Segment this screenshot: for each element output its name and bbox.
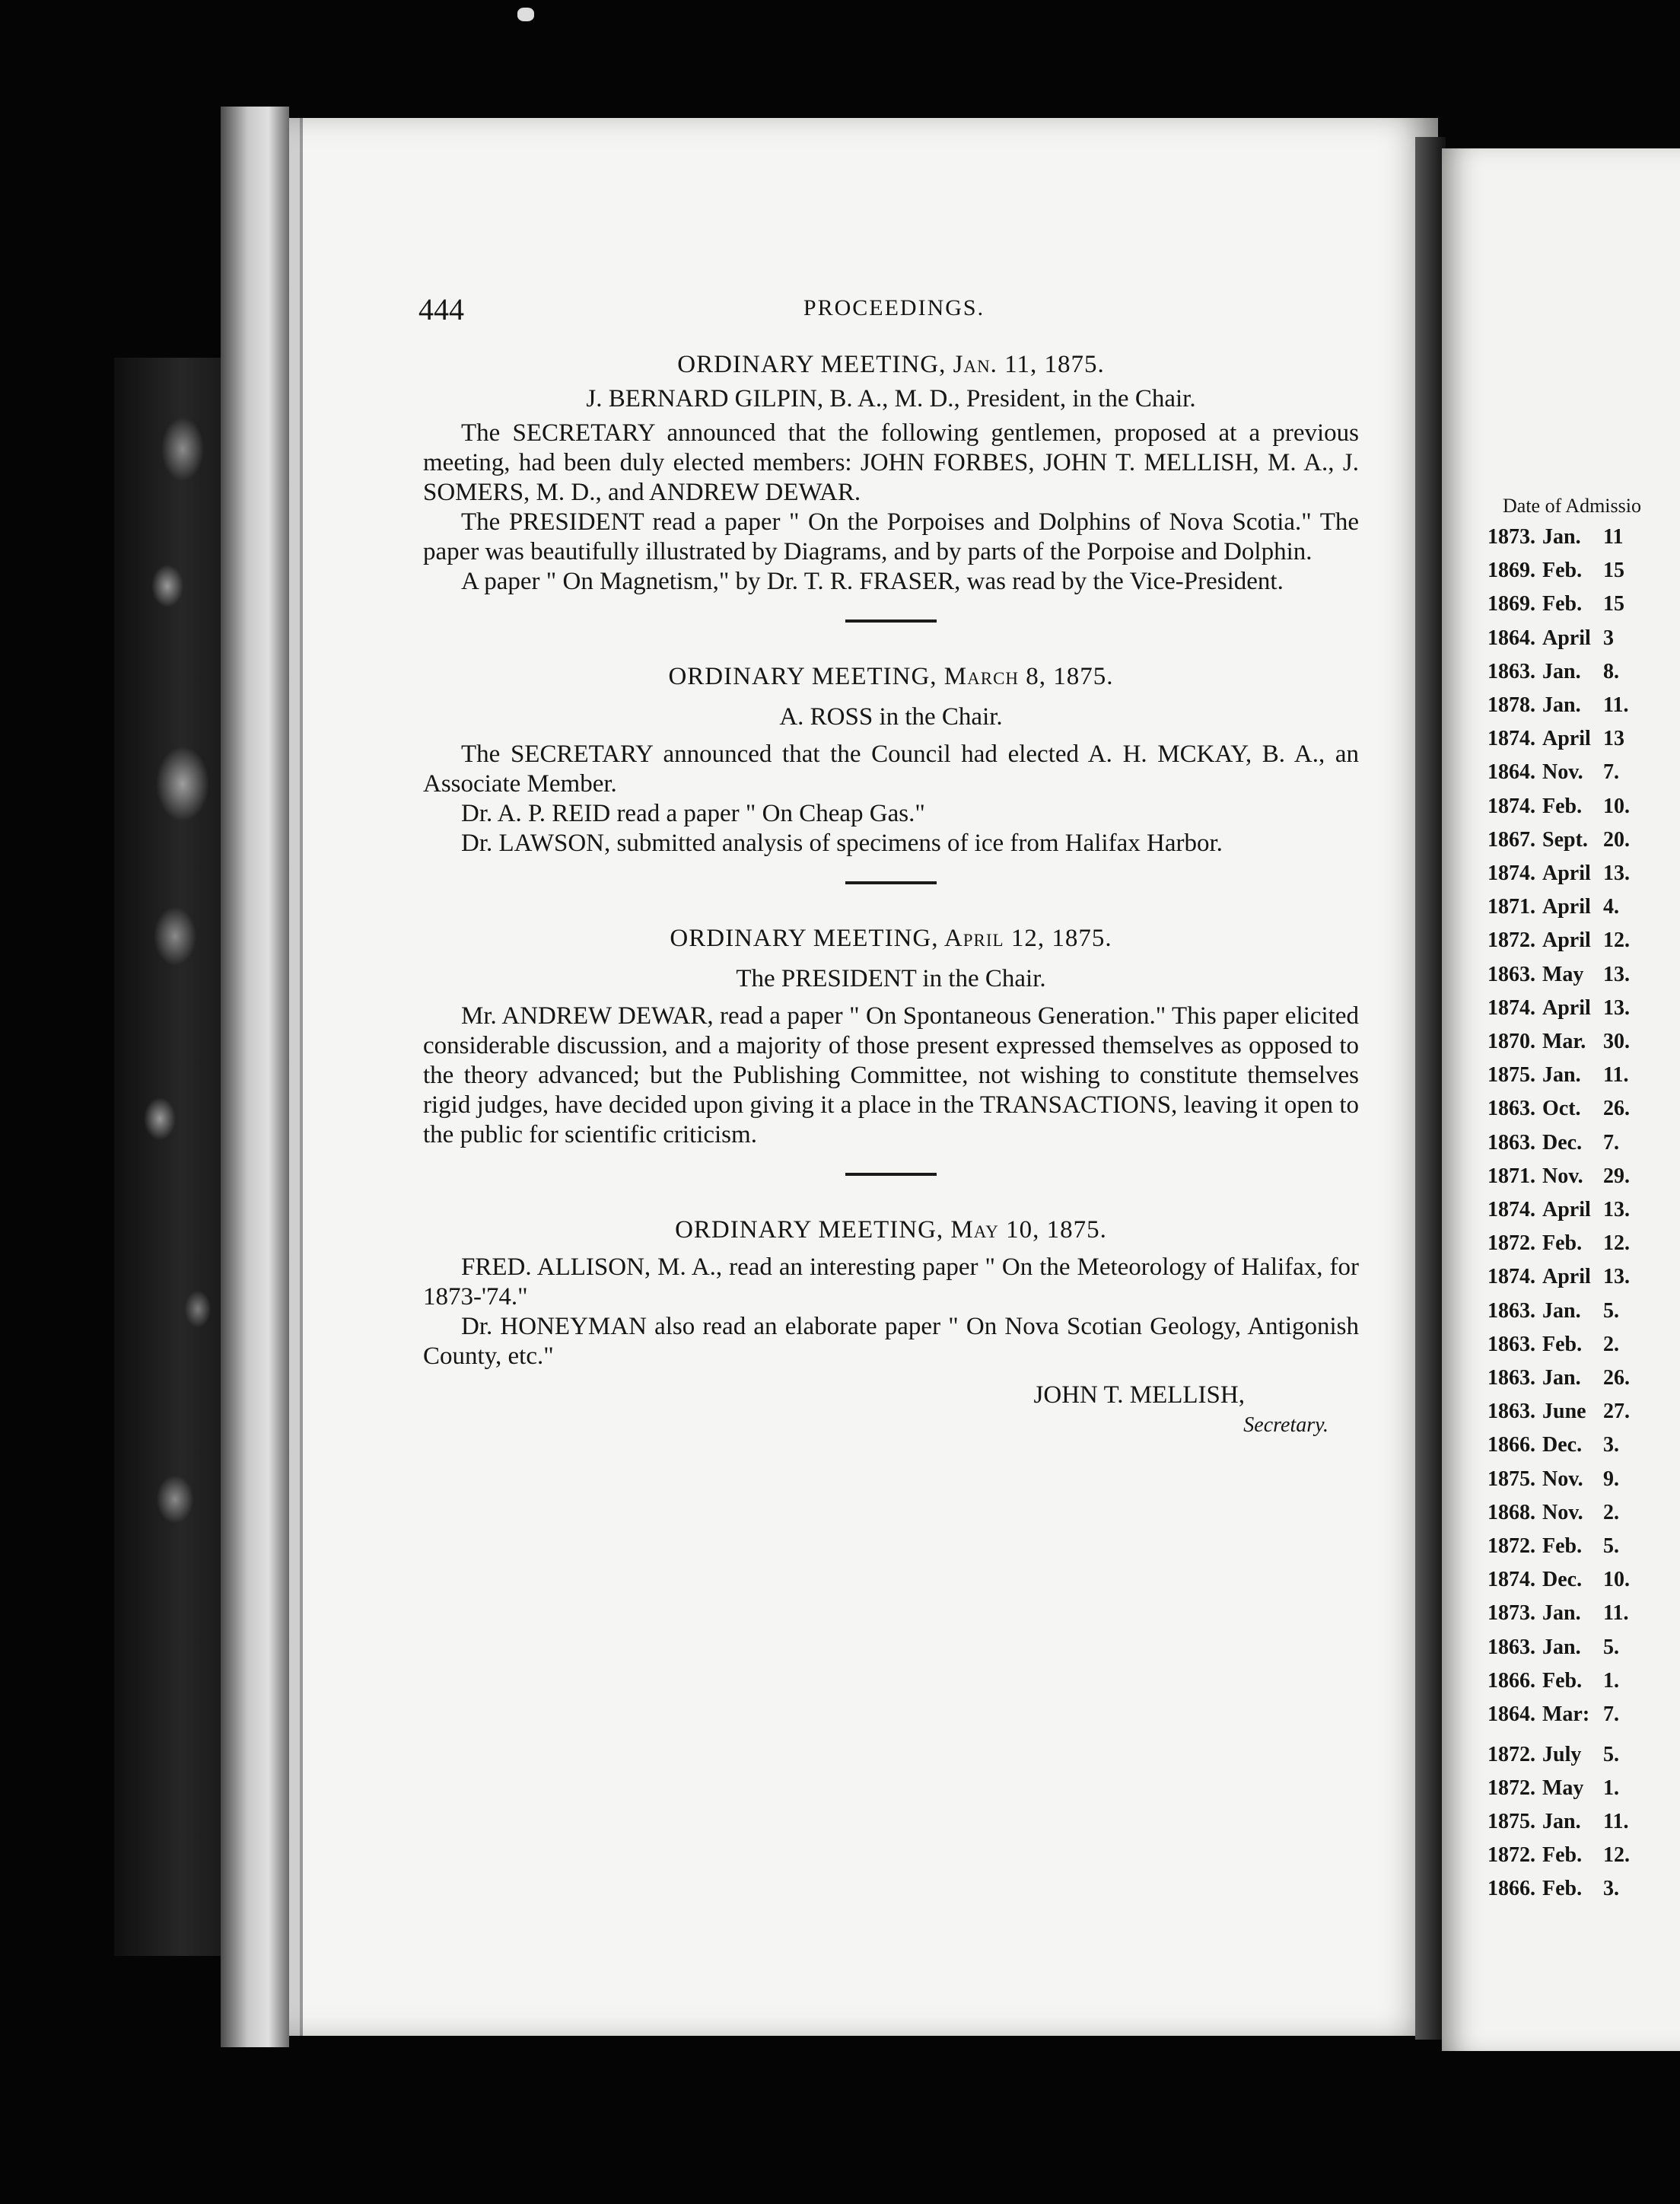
register-year: 1871.	[1488, 1164, 1535, 1188]
register-row	[1488, 1097, 1630, 1121]
register-day: 5.	[1603, 1534, 1619, 1558]
register-month: April	[1542, 862, 1591, 885]
register-day: 12.	[1603, 1231, 1630, 1256]
paragraph: Mr. ANDREW DEWAR, read a paper " On Spontaneous Generation." This paper elicited considerable discussion, and a majority of those present expressed themselves as opposed to the theory advanced; but the Publishing Committee, not wishing to constitute themselves rigid judges, have decided upon giving it a place in the TRANSACTIONS, leaving it open to the public for scientific criticism.	[423, 1002, 1359, 1148]
register-day: 13.	[1603, 1198, 1630, 1221]
register-month: April	[1542, 895, 1591, 919]
register-row	[1488, 1063, 1628, 1088]
register-month: Feb.	[1542, 1332, 1583, 1356]
meeting-heading	[423, 350, 1359, 380]
register-day: 3	[1603, 626, 1614, 650]
register-day: 26.	[1603, 1366, 1630, 1390]
register-day: 11.	[1603, 1810, 1629, 1833]
register-day: 10.	[1603, 1568, 1630, 1592]
register-month: Jan.	[1542, 1063, 1581, 1088]
register-month: Feb.	[1542, 1668, 1583, 1693]
register-day: 13.	[1603, 1265, 1630, 1289]
paragraph: Dr. A. P. REID read a paper " On Cheap Gas."	[461, 800, 925, 827]
meeting-heading-text: ORDINARY MEETING, April 12, 1875.	[670, 925, 1112, 952]
meeting-heading	[423, 924, 1359, 954]
register-row	[1488, 1299, 1619, 1323]
register-row	[1488, 660, 1619, 684]
scan-mark	[517, 8, 534, 21]
register-month: Feb.	[1542, 1843, 1583, 1867]
register-year: 1868.	[1488, 1500, 1535, 1524]
register-year: 1863.	[1488, 1332, 1535, 1356]
register-day: 13.	[1603, 995, 1630, 1020]
register-year: 1874.	[1488, 794, 1535, 818]
register-row	[1488, 1467, 1619, 1492]
register-month: April	[1542, 928, 1591, 953]
meeting-heading-text: ORDINARY MEETING, March 8, 1875.	[668, 663, 1114, 690]
register-row	[1488, 1669, 1619, 1693]
register-row	[1488, 1568, 1630, 1592]
register-year: 1875.	[1488, 1063, 1535, 1088]
signature-title: Secretary.	[1243, 1413, 1328, 1437]
register-row	[1488, 1333, 1619, 1357]
paragraph: Dr. LAWSON, submitted analysis of specimens of ice from Halifax Harbor.	[461, 830, 1223, 857]
register-row	[1488, 626, 1614, 651]
register-month: Dec.	[1542, 1130, 1583, 1155]
paragraph: FRED. ALLISON, M. A., read an interesting paper " On the Meteorology of Halifax, for 1873-'74."	[423, 1253, 1359, 1311]
register-year: 1863.	[1488, 659, 1535, 683]
register-day: 3.	[1603, 1433, 1619, 1457]
register-year: 1872.	[1488, 1776, 1535, 1800]
register-row	[1488, 559, 1624, 583]
register-month: Jan.	[1542, 1810, 1581, 1833]
book-gutter	[1415, 137, 1446, 2040]
register-month: April	[1542, 995, 1591, 1020]
register-month: Dec.	[1542, 1568, 1583, 1592]
register-month: Jan.	[1542, 1366, 1581, 1390]
register-year: 1863.	[1488, 1366, 1535, 1390]
register-day: 7.	[1603, 1130, 1619, 1155]
register-month: Feb.	[1542, 559, 1583, 583]
register-row	[1488, 1702, 1619, 1727]
paragraph: The PRESIDENT read a paper " On the Porpoises and Dolphins of Nova Scotia." The paper was beautifully illustrated by Diagrams, and by parts of the Porpoise and Dolphin.	[423, 508, 1359, 565]
register-day: 1.	[1603, 1668, 1619, 1693]
register-year: 1874.	[1488, 1568, 1535, 1592]
register-day: 5.	[1603, 1298, 1619, 1323]
register-day: 13.	[1603, 862, 1630, 885]
register-row	[1488, 1265, 1630, 1289]
register-row	[1488, 760, 1619, 785]
register-year: 1872.	[1488, 928, 1535, 953]
register-month: Feb.	[1542, 592, 1583, 616]
register-row	[1488, 928, 1630, 953]
register-day: 11	[1603, 525, 1624, 549]
register-row	[1488, 592, 1624, 616]
register-row	[1488, 828, 1630, 852]
paragraph: A paper " On Magnetism," by Dr. T. R. FRASER, was read by the Vice-President.	[461, 568, 1284, 595]
register-day: 12.	[1603, 1843, 1630, 1867]
register-row	[1488, 963, 1630, 987]
register-month: April	[1542, 727, 1591, 751]
register-year: 1875.	[1488, 1467, 1535, 1491]
paragraph: Dr. HONEYMAN also read an elaborate paper " On Nova Scotian Geology, Antigonish County, etc."	[423, 1313, 1359, 1370]
register-day: 12.	[1603, 928, 1630, 953]
register-day: 5.	[1603, 1743, 1619, 1766]
register-row	[1488, 1131, 1619, 1155]
register-row	[1488, 1164, 1630, 1189]
register-month: April	[1542, 1265, 1591, 1289]
register-day: 10.	[1603, 794, 1630, 818]
register-year: 1867.	[1488, 827, 1535, 852]
register-year: 1869.	[1488, 559, 1535, 583]
register-year: 1872.	[1488, 1743, 1535, 1766]
register-row	[1488, 1534, 1619, 1559]
register-year: 1872.	[1488, 1534, 1535, 1558]
register-day: 13	[1603, 727, 1624, 751]
right-page	[1442, 148, 1680, 2051]
signature-name: JOHN T. MELLISH,	[1033, 1381, 1245, 1409]
register-row	[1488, 1433, 1619, 1457]
register-year: 1864.	[1488, 626, 1535, 650]
register-day: 26.	[1603, 1097, 1630, 1121]
register-year: 1870.	[1488, 1030, 1535, 1053]
register-month: Nov.	[1542, 1164, 1583, 1188]
register-month: Jan.	[1542, 1601, 1581, 1626]
register-row	[1488, 1501, 1619, 1525]
register-year: 1866.	[1488, 1433, 1535, 1457]
register-year: 1863.	[1488, 1635, 1535, 1659]
register-month: May	[1542, 1776, 1584, 1800]
register-year: 1875.	[1488, 1810, 1535, 1833]
register-day: 2.	[1603, 1332, 1619, 1356]
meeting-heading-text: ORDINARY MEETING, May 10, 1875.	[675, 1216, 1107, 1244]
register-day: 13.	[1603, 962, 1630, 986]
register-year: 1873.	[1488, 1601, 1535, 1626]
meeting-heading-text: ORDINARY MEETING, Jan. 11, 1875.	[677, 351, 1105, 378]
register-row	[1488, 862, 1630, 886]
register-year: 1863.	[1488, 1400, 1535, 1424]
register-day: 1.	[1603, 1776, 1619, 1800]
register-row	[1488, 996, 1630, 1021]
register-year: 1874.	[1488, 995, 1535, 1020]
register-row	[1488, 1635, 1619, 1660]
register-month: Jan.	[1542, 693, 1581, 717]
register-month: April	[1542, 626, 1591, 650]
register-day: 11.	[1603, 1063, 1629, 1088]
register-month: Mar.	[1542, 1030, 1586, 1053]
register-row	[1488, 1030, 1630, 1054]
meeting-chair: J. BERNARD GILPIN, B. A., M. D., President, in the Chair.	[586, 385, 1196, 412]
meeting-chair: A. ROSS in the Chair.	[779, 703, 1003, 731]
register-row	[1488, 795, 1630, 819]
register-year: 1878.	[1488, 693, 1535, 717]
register-month: Oct.	[1542, 1097, 1581, 1121]
register-row	[1488, 895, 1619, 919]
register-year: 1863.	[1488, 1130, 1535, 1155]
page-body	[423, 350, 1359, 1440]
register-year: 1864.	[1488, 1702, 1535, 1726]
register-month: Nov.	[1542, 760, 1583, 785]
register-month: Feb.	[1542, 794, 1583, 818]
meeting-chair: The PRESIDENT in the Chair.	[736, 965, 1046, 992]
register-month: Jan.	[1542, 525, 1581, 549]
register-month: June	[1542, 1400, 1586, 1424]
register-day: 30.	[1603, 1030, 1630, 1053]
register-day: 29.	[1603, 1164, 1630, 1188]
register-month: Feb.	[1542, 1231, 1583, 1256]
register-row	[1488, 1231, 1630, 1256]
register-row	[1488, 525, 1623, 549]
page-edge	[221, 107, 289, 2047]
register-year: 1863.	[1488, 1097, 1535, 1121]
register-month: Jan.	[1542, 1298, 1581, 1323]
register-day: 11.	[1603, 693, 1629, 717]
register-month: Jan.	[1542, 659, 1581, 683]
register-month: Feb.	[1542, 1534, 1583, 1558]
register-year: 1874.	[1488, 1198, 1535, 1221]
register-year: 1874.	[1488, 1265, 1535, 1289]
register-day: 3.	[1603, 1877, 1619, 1900]
register-month: Feb.	[1542, 1877, 1583, 1900]
register-month: Nov.	[1542, 1467, 1583, 1491]
register-year: 1874.	[1488, 727, 1535, 751]
register-month: July	[1542, 1743, 1582, 1766]
meeting-heading	[423, 662, 1359, 692]
register-row	[1488, 1366, 1630, 1390]
register-year: 1874.	[1488, 862, 1535, 885]
register-month: Mar:	[1542, 1702, 1590, 1726]
register-year: 1866.	[1488, 1668, 1535, 1693]
register-row	[1488, 1810, 1628, 1834]
register-day: 15	[1603, 592, 1624, 616]
register-day: 7.	[1603, 760, 1619, 785]
register-day: 2.	[1603, 1500, 1619, 1524]
register-year: 1863.	[1488, 1298, 1535, 1323]
register-year: 1866.	[1488, 1877, 1535, 1900]
paragraph: The SECRETARY announced that the Council had elected A. H. MCKAY, B. A., an Associate Member.	[423, 741, 1359, 798]
running-head: PROCEEDINGS.	[803, 295, 985, 320]
register-day: 8.	[1603, 659, 1619, 683]
register-year: 1869.	[1488, 592, 1535, 616]
register-month: Nov.	[1542, 1500, 1583, 1524]
register-row	[1488, 1743, 1619, 1767]
register-heading: Date of Admissio	[1503, 495, 1641, 517]
register-day: 7.	[1603, 1702, 1619, 1726]
register-month: Dec.	[1542, 1433, 1583, 1457]
register-day: 5.	[1603, 1635, 1619, 1659]
meeting-heading	[423, 1215, 1359, 1245]
register-year: 1872.	[1488, 1231, 1535, 1256]
paragraph: The SECRETARY announced that the following gentlemen, proposed at a previous meeting, had been duly elected members: JOHN FORBES, JOHN T. MELLISH, M. A., J. SOMERS, M. D., and ANDREW DEWAR.	[423, 419, 1359, 506]
register-year: 1863.	[1488, 962, 1535, 986]
page-header	[418, 291, 1370, 337]
register-row	[1488, 1400, 1630, 1424]
page-number: 444	[418, 292, 464, 326]
register-month: April	[1542, 1198, 1591, 1221]
register-row	[1488, 1198, 1630, 1222]
register-year: 1871.	[1488, 895, 1535, 919]
register-row	[1488, 1877, 1619, 1901]
register-day: 15	[1603, 559, 1624, 583]
register-row	[1488, 1843, 1630, 1868]
register-year: 1873.	[1488, 525, 1535, 549]
register-day: 9.	[1603, 1467, 1619, 1491]
register-row	[1488, 1776, 1619, 1801]
register-month: Jan.	[1542, 1635, 1581, 1659]
register-row	[1488, 1601, 1628, 1626]
register-month: Sept.	[1542, 827, 1588, 852]
register-month: May	[1542, 962, 1584, 986]
register-day: 11.	[1603, 1601, 1629, 1626]
register-day: 4.	[1603, 895, 1619, 919]
register-year: 1864.	[1488, 760, 1535, 785]
register-day: 20.	[1603, 827, 1630, 852]
register-day: 27.	[1603, 1400, 1630, 1424]
register-year: 1872.	[1488, 1843, 1535, 1867]
register-row	[1488, 693, 1628, 718]
register-row	[1488, 727, 1624, 751]
